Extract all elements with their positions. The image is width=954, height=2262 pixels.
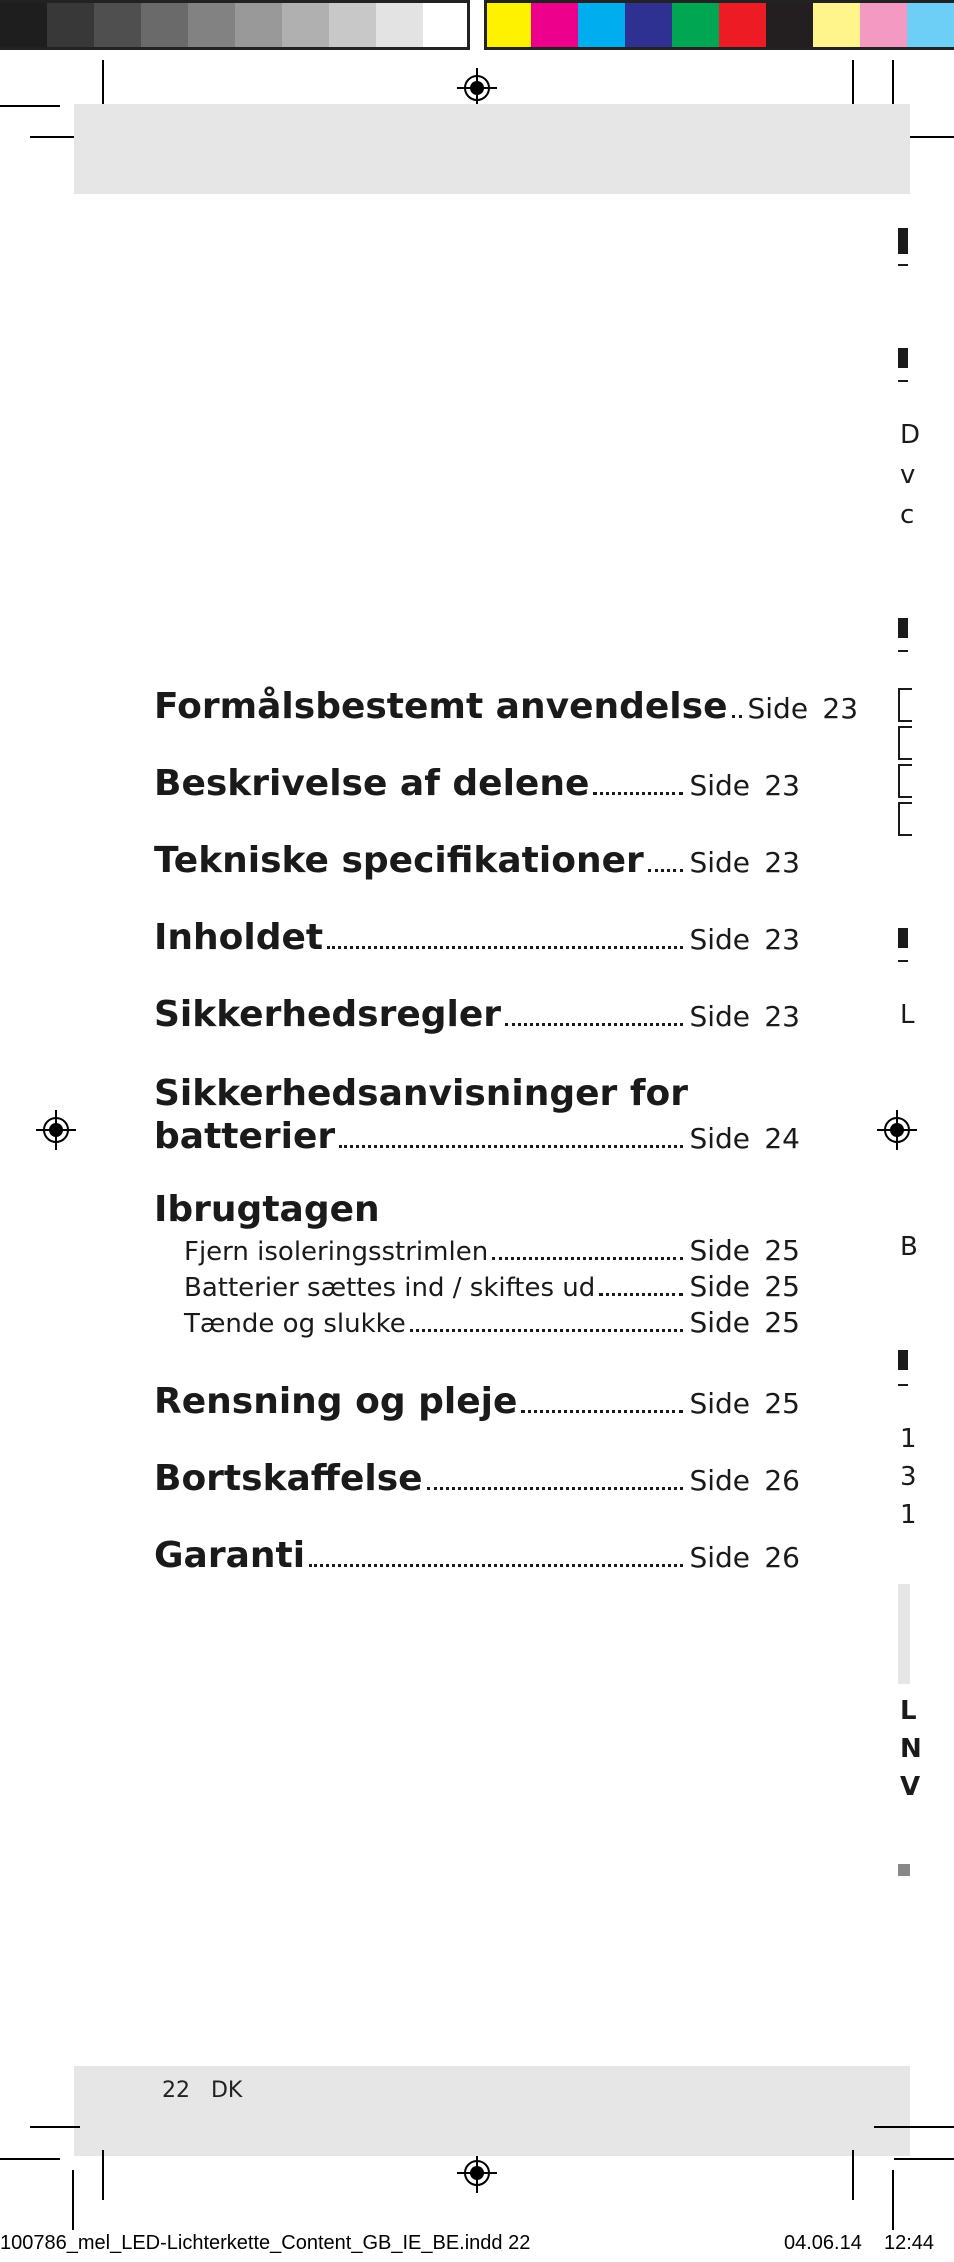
toc-page-number: 26	[764, 1464, 800, 1497]
crop-mark	[892, 60, 894, 110]
toc-title: Rensning og pleje	[154, 1381, 518, 1422]
right-page-rule	[898, 264, 908, 266]
color-bar-frame	[484, 0, 954, 50]
right-page-table-cell	[898, 688, 912, 722]
toc-entry	[154, 686, 859, 727]
footer-language: DK	[210, 2078, 243, 2103]
toc-side-label: Side	[747, 692, 809, 725]
toc-page-number: 23	[764, 923, 800, 956]
toc-page-number: 23	[764, 769, 800, 802]
toc-entry	[154, 1458, 800, 1499]
crop-mark	[874, 2126, 954, 2128]
toc-entry	[154, 763, 800, 804]
toc-page-number: 23	[822, 692, 859, 725]
toc-title: Sikkerhedsregler	[154, 994, 502, 1035]
toc-subtitle: Fjern isoleringsstrimlen	[184, 1237, 489, 1267]
crop-mark	[852, 2150, 854, 2200]
crop-mark	[0, 105, 60, 107]
right-page-table-cell	[898, 802, 912, 836]
right-page-text-fragment: c	[900, 500, 915, 530]
crop-mark	[894, 2158, 954, 2160]
right-page-text-fragment: 1	[900, 1500, 917, 1530]
toc-leader	[732, 715, 742, 718]
right-page-text-fragment: 3	[900, 1462, 917, 1492]
toc-side-label: Side	[689, 1306, 750, 1339]
toc-title-continued: batterier	[154, 1116, 336, 1157]
right-page-gray-box	[898, 1584, 910, 1684]
registration-mark-icon	[457, 68, 497, 108]
toc-side-label: Side	[689, 1464, 750, 1497]
crop-mark	[72, 2170, 74, 2230]
slug-time: 12:44	[884, 2232, 935, 2254]
toc-entry	[154, 994, 800, 1035]
toc-page-number: 25	[764, 1234, 800, 1267]
toc-entry	[154, 1072, 800, 1157]
right-page-text-fragment: N	[900, 1734, 922, 1764]
toc-title: Beskrivelse af delene	[154, 763, 590, 804]
right-page-table-cell	[898, 764, 912, 798]
slug-filename: 100786_mel_LED-Lichterkette_Content_GB_IE_BE.indd 22	[0, 2232, 531, 2254]
toc-side-label: Side	[689, 1270, 750, 1303]
right-page-heading-fragment	[898, 348, 908, 368]
right-page-heading-fragment	[898, 618, 908, 638]
right-page-text-fragment: L	[900, 1000, 915, 1030]
crop-mark	[0, 2158, 60, 2160]
toc-side-label: Side	[689, 1122, 750, 1155]
toc-side-label: Side	[689, 1000, 750, 1033]
toc-page-number: 25	[764, 1270, 800, 1303]
gray-bar-frame	[0, 0, 470, 50]
right-page-heading-fragment	[898, 1350, 908, 1370]
crop-mark	[892, 2170, 894, 2230]
toc-leader	[309, 1564, 683, 1567]
toc-page-number: 24	[764, 1122, 800, 1155]
header-band	[74, 104, 910, 194]
crop-mark	[852, 60, 854, 110]
right-page-text-fragment: D	[900, 420, 921, 450]
crop-mark	[102, 60, 104, 110]
toc-title: Inholdet	[154, 917, 324, 958]
toc-leader	[599, 1293, 683, 1296]
toc-title: Bortskaffelse	[154, 1458, 423, 1499]
right-page-text-fragment: 1	[900, 1424, 917, 1454]
toc-side-label: Side	[689, 769, 750, 802]
toc-title: Garanti	[154, 1535, 306, 1576]
toc-leader	[505, 1023, 683, 1026]
toc-side-label: Side	[689, 1541, 750, 1574]
toc-page-number: 26	[764, 1541, 800, 1574]
toc-side-label: Side	[689, 923, 750, 956]
right-page-heading-fragment	[898, 928, 908, 948]
crop-mark	[102, 2150, 104, 2200]
toc-page-number: 23	[764, 1000, 800, 1033]
right-page-rule	[898, 1384, 908, 1386]
registration-mark-icon	[457, 2153, 497, 2193]
right-page-heading-fragment	[898, 228, 908, 254]
toc-leader	[593, 792, 683, 795]
right-page-rule	[898, 960, 908, 962]
right-page-rule	[898, 380, 908, 382]
registration-mark-icon	[36, 1110, 76, 1150]
right-page-text-fragment: B	[900, 1232, 918, 1262]
toc-page-number: 25	[764, 1387, 800, 1420]
toc-entry	[154, 1381, 800, 1422]
right-page-text-fragment: v	[900, 460, 916, 490]
right-page-bullet	[898, 1864, 910, 1876]
toc-page-number: 23	[764, 846, 800, 879]
toc-subtitle: Batterier sættes ind / skiftes ud	[184, 1273, 596, 1303]
toc-side-label: Side	[689, 1387, 750, 1420]
toc-subtitle: Tænde og slukke	[184, 1309, 406, 1339]
toc-leader	[427, 1487, 684, 1490]
toc-entry	[154, 917, 800, 958]
toc-title: Tekniske specifikationer	[154, 840, 644, 881]
toc-title: Ibrugtagen	[154, 1189, 380, 1230]
right-page-text-fragment: L	[900, 1696, 917, 1726]
registration-mark-icon	[877, 1110, 917, 1150]
right-page-text-fragment: V	[900, 1772, 921, 1802]
right-page-table-cell	[898, 726, 912, 760]
toc-title: Sikkerhedsanvisninger for	[154, 1073, 688, 1114]
toc-leader	[648, 869, 684, 872]
toc-side-label: Side	[689, 1234, 750, 1267]
toc-leader	[521, 1410, 683, 1413]
toc-entry	[154, 840, 800, 881]
right-page-rule	[898, 650, 908, 652]
toc-leader	[339, 1145, 683, 1148]
toc-page-number: 25	[764, 1306, 800, 1339]
crop-mark	[30, 2126, 80, 2128]
footer-page-number: 22	[162, 2078, 190, 2103]
toc-side-label: Side	[689, 846, 750, 879]
toc-title: Formålsbestemt anvendelse	[154, 686, 728, 727]
toc-entry	[154, 1188, 800, 1340]
toc-entry	[154, 1535, 800, 1576]
toc-leader	[327, 946, 683, 949]
toc-leader	[492, 1257, 683, 1260]
footer-page-label	[162, 2078, 242, 2103]
slug-date: 04.06.14	[784, 2232, 862, 2254]
toc-leader	[410, 1329, 684, 1332]
